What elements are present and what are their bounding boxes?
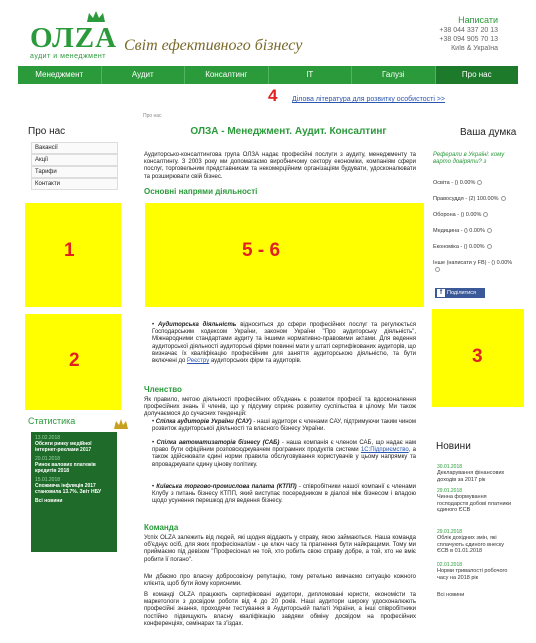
radio-icon[interactable] — [487, 228, 492, 233]
poll-option[interactable] — [433, 228, 492, 235]
marker-3: 3 — [472, 346, 483, 367]
marker-1: 1 — [64, 240, 75, 261]
bullet-audit-text: відноситься до сфери професійних послуг та регулюється Господарським кодексом України, законом України "Про аудиторську діяльність", Міжнародними стандартами аудиту та іншими нормативно-правовими актами. Для ведення аудиторської діяльності аудиторські фірми повинні мати у штаті сертифікованих аудиторів, що визначає їх кваліфікацію професійним для заняття аудиторською діяльністю, та бути включені до — [152, 322, 417, 365]
news-all-item[interactable] — [437, 592, 517, 599]
site-slogan: Світ ефективного бізнесу — [124, 37, 303, 54]
news-link[interactable]: Чинна формування господарств добові платники єдиного ЄСВ — [437, 494, 512, 513]
statistics-title: Статистика — [28, 416, 76, 426]
bullet-member-ktpp: • Київська торгово-промислова палата (КТПП) - співробітники нашої компанії є членами Клубу з питань бізнесу КТПП, який виступає посередником в діалозі між бізнесом і владою щодо усунення перешкод для ведення бізнесу. — [152, 484, 417, 505]
member-ktpp-lead: Київська торгово-промислова палата (КТПП) — [156, 484, 297, 490]
bullet-member-sau: • Спілка аудиторів України (САУ) - наші аудитори є членами САУ, підтримуючи таким чином розвиток аудиторської діяльності та власного бізнесу України. — [152, 419, 416, 433]
location: Київ & Україна — [451, 45, 498, 52]
facebook-share-button[interactable] — [435, 288, 485, 298]
site-logo[interactable]: ОЛZA — [30, 22, 118, 54]
poll-option[interactable] — [433, 212, 488, 219]
nav-item-it[interactable]: IT — [269, 66, 353, 84]
member-sau-text: - наші аудитори є членами САУ, підтримуючи таким чином розвиток аудиторської діяльності та власного бізнесу України. — [152, 419, 416, 433]
share-label: Поділитися — [447, 290, 476, 296]
member-sab-lead: Спілка автоматизаторів бізнесу (САБ) — [156, 440, 280, 446]
team-paragraph-2: Ми дбаємо про власну добросовісну репутацію, тому ретельно вивчаємо ситуацію кожного клієнта, щоб бути йому корисними. — [144, 574, 416, 588]
stat-date: 15.01.2018 — [35, 477, 61, 483]
bullet-audit-activity: • Аудиторська діяльність відноситься до сфери професійних послуг та регулюється Господарським кодексом України, законом України "Про аудиторську діяльність", Міжнародними стандартами аудиту та іншими нормативно-правовими актами. Для ведення аудиторської діяльності аудиторські фірми повинні мати у штаті сертифікованих аудиторів, що визначає їх кваліфікацію професійним для заняття аудиторською діяльністю, та бути включені до Реєстру аудиторських фірм та аудиторів. — [152, 322, 417, 365]
left-menu — [31, 142, 118, 190]
news-item[interactable] — [437, 529, 517, 555]
marker-2: 2 — [69, 350, 80, 371]
crown-icon — [113, 417, 129, 431]
news-item[interactable] — [437, 562, 517, 581]
news-title: Новини — [436, 441, 471, 452]
news-link[interactable]: Декларування фінансових доходів за 2017 рік — [437, 470, 505, 483]
news-all-link[interactable]: Всі новини — [437, 592, 465, 598]
crown-icon — [85, 10, 107, 24]
nav-item-management[interactable]: Менеджмент — [18, 66, 102, 84]
news-link[interactable]: Облік дохідних змін, які сплачують єдиного внеску ЄСВ в 01.01.2018 — [437, 535, 505, 554]
phone-1: +38 044 337 20 13 — [439, 27, 498, 34]
news-date: 29.01.2018 — [437, 529, 463, 535]
intro-paragraph: Аудиторсько-консалтингова група ОЛЗА надає професійні послуги з аудиту, менеджменту та консалтингу. З 2003 року ми допомагаємо виробничому сектору економіки, компаніям сфери послуг, торговельним представникам та некомерційним організаціям будувати, удосконалювати та розширювати свій бізнес. — [144, 152, 416, 180]
news-date: 02.01.2018 — [437, 562, 463, 568]
facebook-icon: f — [437, 289, 445, 297]
stat-link[interactable]: Обсяги ринку медійної інтернет-реклами 2017 — [35, 441, 92, 453]
section-heading-membership: Членство — [144, 385, 182, 394]
news-date: 30.01.2018 — [437, 464, 463, 470]
member-ktpp-text: - співробітники нашої компанії є членами Клубу з питань бізнесу КТПП, який виступає посередником в діалозі між бізнесом і владою щодо усунення перешкод для ведення бізнесу. — [152, 484, 417, 505]
poll-option-label: Освіта - () 0.00% — [433, 180, 476, 186]
stat-all-link[interactable]: Всі новини — [35, 498, 63, 504]
bullet-audit-lead: Аудиторська діяльність — [157, 322, 237, 328]
marker-5-6: 5 - 6 — [242, 240, 281, 261]
radio-icon[interactable] — [487, 244, 492, 249]
member-sau-lead: Спілка аудиторів України (САУ) — [155, 419, 252, 425]
team-paragraph-1: Успіх OLZA залежить від людей, які щодня віддають у справу, якою займаються. Наша команда об'єднує осіб, для яких професіоналізм - це ключ часу та прагнення бути найкращими. Тому ми приймаємо під девізом "Професіонал не той, хто робить свою справу добре, а той, хто не вміє робити її погано". — [144, 535, 416, 563]
nav-item-industries[interactable]: Галузі — [352, 66, 436, 84]
bullet-member-sab: • Спілка автоматизаторів бізнесу (САБ) - наша компанія є членом САБ, що надає нам право бути офіційним розповсюджувачем програмних продуктів системи 1С:Підприємство, а також здійснювати єдині норми правила обслуговування користувачів у цьому напрямку та впроваджувати єдину цінову політику. — [152, 440, 417, 468]
membership-intro: Як правило, метою діяльності професійних об'єднань є розвиток професії та вдосконалення професійних знань її членів, що у підсумку сприяє розвитку суспільства в цілому. Ми також долучаємося до сучасних тенденцій: — [144, 397, 416, 418]
poll-option-label: Інше (написати у FB) - () 0.00% — [433, 260, 513, 266]
stat-date: 20.01.2018 — [35, 456, 61, 462]
banner-link[interactable]: Ділова література для розвитку особистості >> — [292, 96, 445, 103]
phone-2: +38 094 905 70 13 — [439, 36, 498, 43]
poll-option-label: Економіка - () 0.00% — [433, 244, 485, 250]
member-sab-text: - наша компанія є членом САБ, що надає нам право бути офіційним розповсюджувачем програмних продуктів системи — [152, 440, 416, 454]
radio-icon[interactable] — [483, 212, 488, 217]
poll-title: Ваша думка — [460, 127, 517, 138]
poll-question: Реферали в Україні: кому варто довіряти? з — [433, 152, 505, 165]
poll-option[interactable] — [433, 260, 513, 274]
news-item[interactable] — [437, 488, 517, 514]
left-section-title: Про нас — [28, 126, 66, 137]
nav-item-audit[interactable]: Аудит — [102, 66, 186, 84]
bullet-audit-tail: аудиторських фірм та аудиторів. — [210, 358, 302, 365]
radio-icon[interactable] — [501, 196, 506, 201]
ad-placeholder-5-6 — [145, 203, 424, 307]
poll-option[interactable] — [433, 196, 506, 203]
1c-link[interactable]: 1С:Підприємство — [360, 447, 409, 454]
member-sab-tail: , а також здійснювати єдині норми правила обслуговування користувачів у цьому напрямку та впроваджувати єдину цінову політику. — [152, 447, 417, 468]
registry-link[interactable]: Реєстру — [187, 358, 210, 365]
poll-option[interactable] — [433, 180, 482, 187]
news-item[interactable] — [437, 464, 517, 483]
section-heading-team: Команда — [144, 523, 179, 532]
nav-item-about[interactable]: Про нас — [436, 66, 519, 84]
statistics-list — [31, 432, 117, 552]
left-menu-contacts[interactable]: Контакти — [31, 178, 118, 190]
poll-option-label: Медицина - () 0.00% — [433, 228, 485, 234]
left-menu-vacancies[interactable]: Вакансії — [31, 142, 118, 154]
header-contacts — [439, 16, 498, 53]
poll-option-label: Оборона - () 0.00% — [433, 212, 482, 218]
poll-option-label: Правосуддя - (2) 100.00% — [433, 196, 499, 202]
page-title: ОЛЗА - Менеджмент. Аудит. Консалтинг — [190, 126, 387, 137]
news-link[interactable]: Норми тривалості робочого часу на 2018 рік — [437, 568, 508, 581]
nav-item-consulting[interactable]: Консалтинг — [185, 66, 269, 84]
radio-icon[interactable] — [477, 180, 482, 185]
breadcrumb[interactable]: Про нас — [143, 113, 162, 119]
poll-option[interactable] — [433, 244, 492, 251]
stat-link[interactable]: Споживча інфляція 2017 становила 13.7%. Звіт НБУ — [35, 483, 102, 495]
marker-4: 4 — [268, 86, 278, 105]
left-menu-tariffs[interactable]: Тарифи — [31, 166, 118, 178]
write-link[interactable]: Написати — [458, 15, 498, 25]
news-date: 29.01.2018 — [437, 488, 463, 494]
left-menu-promotions[interactable]: Акції — [31, 154, 118, 166]
radio-icon[interactable] — [435, 267, 440, 272]
team-paragraph-3: В команді OLZA працюють сертифіковані аудитори, дипломовані юристи, економісти та маркетологи з досвідом роботи від 4 до 20 років. Наші аудитори широку удосконалюють професійні знання, проходячи тестування в Аудиторській палаті України, а інші співробітники постійно підвищують власну кваліфікацію завдяки обміну досвідом на професійних конференціях, семінарах та з'їздах. — [144, 592, 416, 627]
stat-link[interactable]: Ринок валових платежів кредитів 2018 — [35, 462, 96, 474]
logo-subtitle: аудит и менеджмент — [30, 53, 106, 60]
main-nav — [18, 66, 518, 84]
stat-date: 13.02.2018 — [35, 435, 61, 441]
site-header — [0, 0, 536, 66]
section-heading-directions: Основні напрями діяльності — [144, 187, 258, 196]
